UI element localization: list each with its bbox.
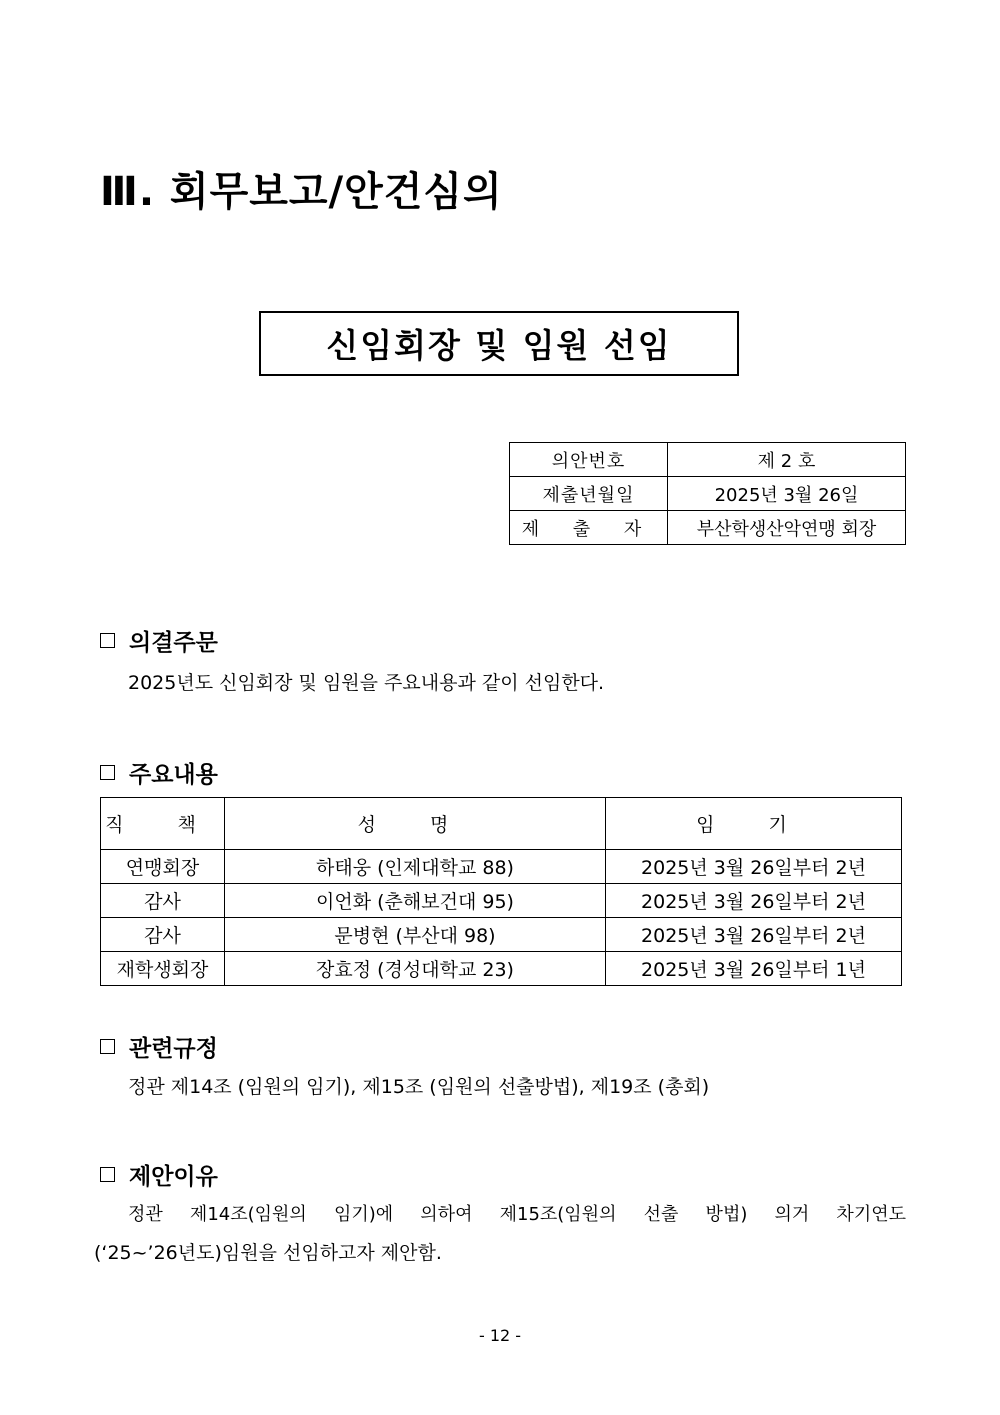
info-key: 제 출 자 (510, 511, 668, 545)
proposal-reason-line-2: (‘25~’26년도)임원을 선임하고자 제안함. (94, 1242, 442, 1264)
cell-position: 연맹회장 (101, 850, 225, 884)
info-value: 2025년 3월 26일 (668, 477, 906, 511)
column-header-position: 직 책 (101, 798, 225, 850)
main-content-heading (100, 756, 218, 789)
info-value: 제 2 호 (668, 443, 906, 477)
cell-position: 감사 (101, 884, 225, 918)
checkbox-square-icon (100, 633, 115, 648)
cell-name: 문병현 (부산대 98) (225, 918, 606, 952)
column-header-term: 임 기 (606, 798, 902, 850)
cell-term: 2025년 3월 26일부터 2년 (606, 850, 902, 884)
agenda-info-table (509, 442, 906, 545)
main-content-heading-label: 주요내용 (129, 762, 218, 788)
checkbox-square-icon (100, 1167, 115, 1182)
info-row-date (510, 477, 906, 511)
related-rules-heading-label: 관련규정 (129, 1036, 218, 1062)
agenda-title: 신임회장 및 임원 선임 (326, 326, 672, 365)
cell-name: 하태웅 (인제대학교 88) (225, 850, 606, 884)
cell-position: 감사 (101, 918, 225, 952)
table-header-row (101, 798, 902, 850)
info-value: 부산학생산악연맹 회장 (668, 511, 906, 545)
officers-table (100, 797, 902, 986)
related-rules-heading (100, 1030, 218, 1063)
resolution-heading-label: 의결주문 (129, 630, 218, 656)
cell-term: 2025년 3월 26일부터 2년 (606, 918, 902, 952)
info-row-submitter (510, 511, 906, 545)
agenda-title-box (259, 311, 739, 376)
info-key: 의안번호 (510, 443, 668, 477)
related-rules-text: 정관 제14조 (임원의 임기), 제15조 (임원의 선출방법), 제19조 (총회) (128, 1076, 710, 1098)
resolution-heading (100, 624, 218, 657)
table-row (101, 850, 902, 884)
info-row-number (510, 443, 906, 477)
section-heading: Ⅲ. 회무보고/안건심의 (100, 169, 503, 215)
column-header-name: 성 명 (225, 798, 606, 850)
proposal-reason-heading (100, 1158, 218, 1191)
checkbox-square-icon (100, 765, 115, 780)
cell-position: 재학생회장 (101, 952, 225, 986)
cell-term: 2025년 3월 26일부터 2년 (606, 884, 902, 918)
info-key: 제출년월일 (510, 477, 668, 511)
cell-name: 장효정 (경성대학교 23) (225, 952, 606, 986)
cell-name: 이언화 (춘해보건대 95) (225, 884, 606, 918)
resolution-text: 2025년도 신임회장 및 임원을 주요내용과 같이 선임한다. (128, 672, 605, 694)
cell-term: 2025년 3월 26일부터 1년 (606, 952, 902, 986)
checkbox-square-icon (100, 1039, 115, 1054)
table-row (101, 884, 902, 918)
page-number: - 12 - (478, 1326, 522, 1345)
table-row (101, 952, 902, 986)
proposal-reason-line-1: 정관 제14조(임원의 임기)에 의하여 제15조(임원의 선출 방법) 의거 차기연도 (128, 1204, 906, 1225)
table-row (101, 918, 902, 952)
proposal-reason-heading-label: 제안이유 (129, 1164, 218, 1190)
